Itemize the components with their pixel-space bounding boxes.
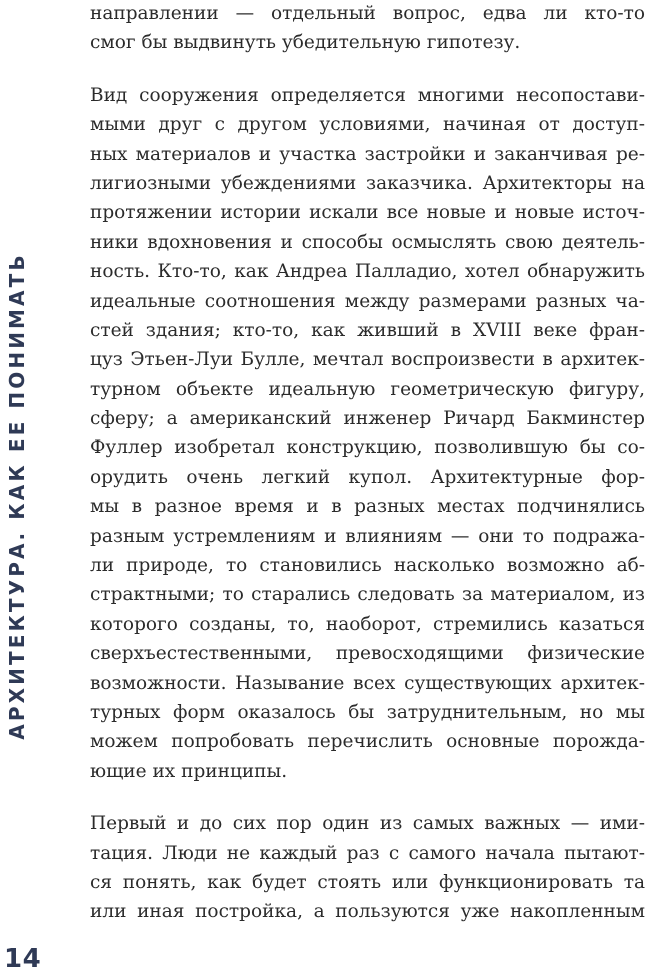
- text-line: Фуллер изобретал конструкцию, позволившую бы со-: [90, 437, 645, 459]
- text-line: можем попробовать перечислить основные порожда-: [90, 731, 645, 753]
- text-line: ники вдохновения и способы осмыслять свою деятель-: [90, 231, 645, 253]
- text-line: ющие их принципы.: [90, 760, 288, 782]
- text-line: цуз Этьен-Луи Булле, мечтал воспроизвести в архитек-: [90, 349, 645, 371]
- text-line: стей здания; кто-то, как живший в XVIII веке фран-: [90, 319, 645, 341]
- text-line: ли природе, то становились насколько возможно аб-: [90, 555, 645, 577]
- paragraph: [90, 0, 645, 58]
- paragraph: [90, 81, 645, 786]
- text-line: идеальные соотношения между размерами разных ча-: [90, 290, 645, 312]
- text-line: Вид сооружения определяется многими несопостави-: [90, 84, 645, 106]
- text-line: страктными; то старались следовать за материалом, из: [90, 584, 645, 606]
- text-line: сферу; а американский инженер Ричард Бакминстер: [90, 408, 645, 430]
- text-line: или иная постройка, а пользуются уже накопленным: [90, 901, 645, 923]
- text-line: орудить очень легкий купол. Архитектурные фор-: [90, 466, 645, 488]
- text-line: ность. Кто-то, как Андреа Палладио, хотел обнаружить: [90, 261, 645, 283]
- text-line: направлении — отдельный вопрос, едва ли кто-то: [90, 3, 645, 24]
- running-head: [0, 0, 34, 979]
- text-line: мы в разное время и в разных местах подчинялись: [90, 496, 645, 518]
- text-line: турном объекте идеальную геометрическую фигуру,: [90, 378, 645, 400]
- body-text: [90, 0, 645, 927]
- text-line: смог бы выдвинуть убедительную гипотезу.: [90, 32, 521, 54]
- text-line: лигиозными убеждениями заказчика. Архитекторы на: [90, 172, 645, 194]
- text-line: тация. Люди не каждый раз с самого начала пытают-: [90, 842, 645, 864]
- text-line: ных материалов и участка застройки и заканчивая ре-: [90, 143, 645, 165]
- text-line: ся понять, как будет стоять или функционировать та: [90, 871, 645, 893]
- text-line: сверхъестественными, превосходящими физические: [90, 643, 645, 665]
- text-line: разным устремлениям и влияниям — они то подража-: [90, 525, 645, 547]
- page-number: 14: [4, 944, 42, 974]
- text-line: которого созданы, то, наоборот, стремились казаться: [90, 613, 645, 635]
- text-line: возможности. Называние всех существующих архитек-: [90, 672, 645, 694]
- paragraph: [90, 809, 645, 927]
- text-line: мыми друг с другом условиями, начиная от доступ-: [90, 114, 645, 136]
- text-line: протяжении истории искали все новые и новые источ-: [90, 202, 645, 224]
- text-line: Первый и до сих пор один из самых важных — ими-: [90, 813, 645, 835]
- book-title: АРХИТЕКТУРА. КАК ЕЕ ПОНИМАТЬ: [5, 252, 29, 740]
- text-line: турных форм оказалось бы затруднительным, но мы: [90, 701, 645, 723]
